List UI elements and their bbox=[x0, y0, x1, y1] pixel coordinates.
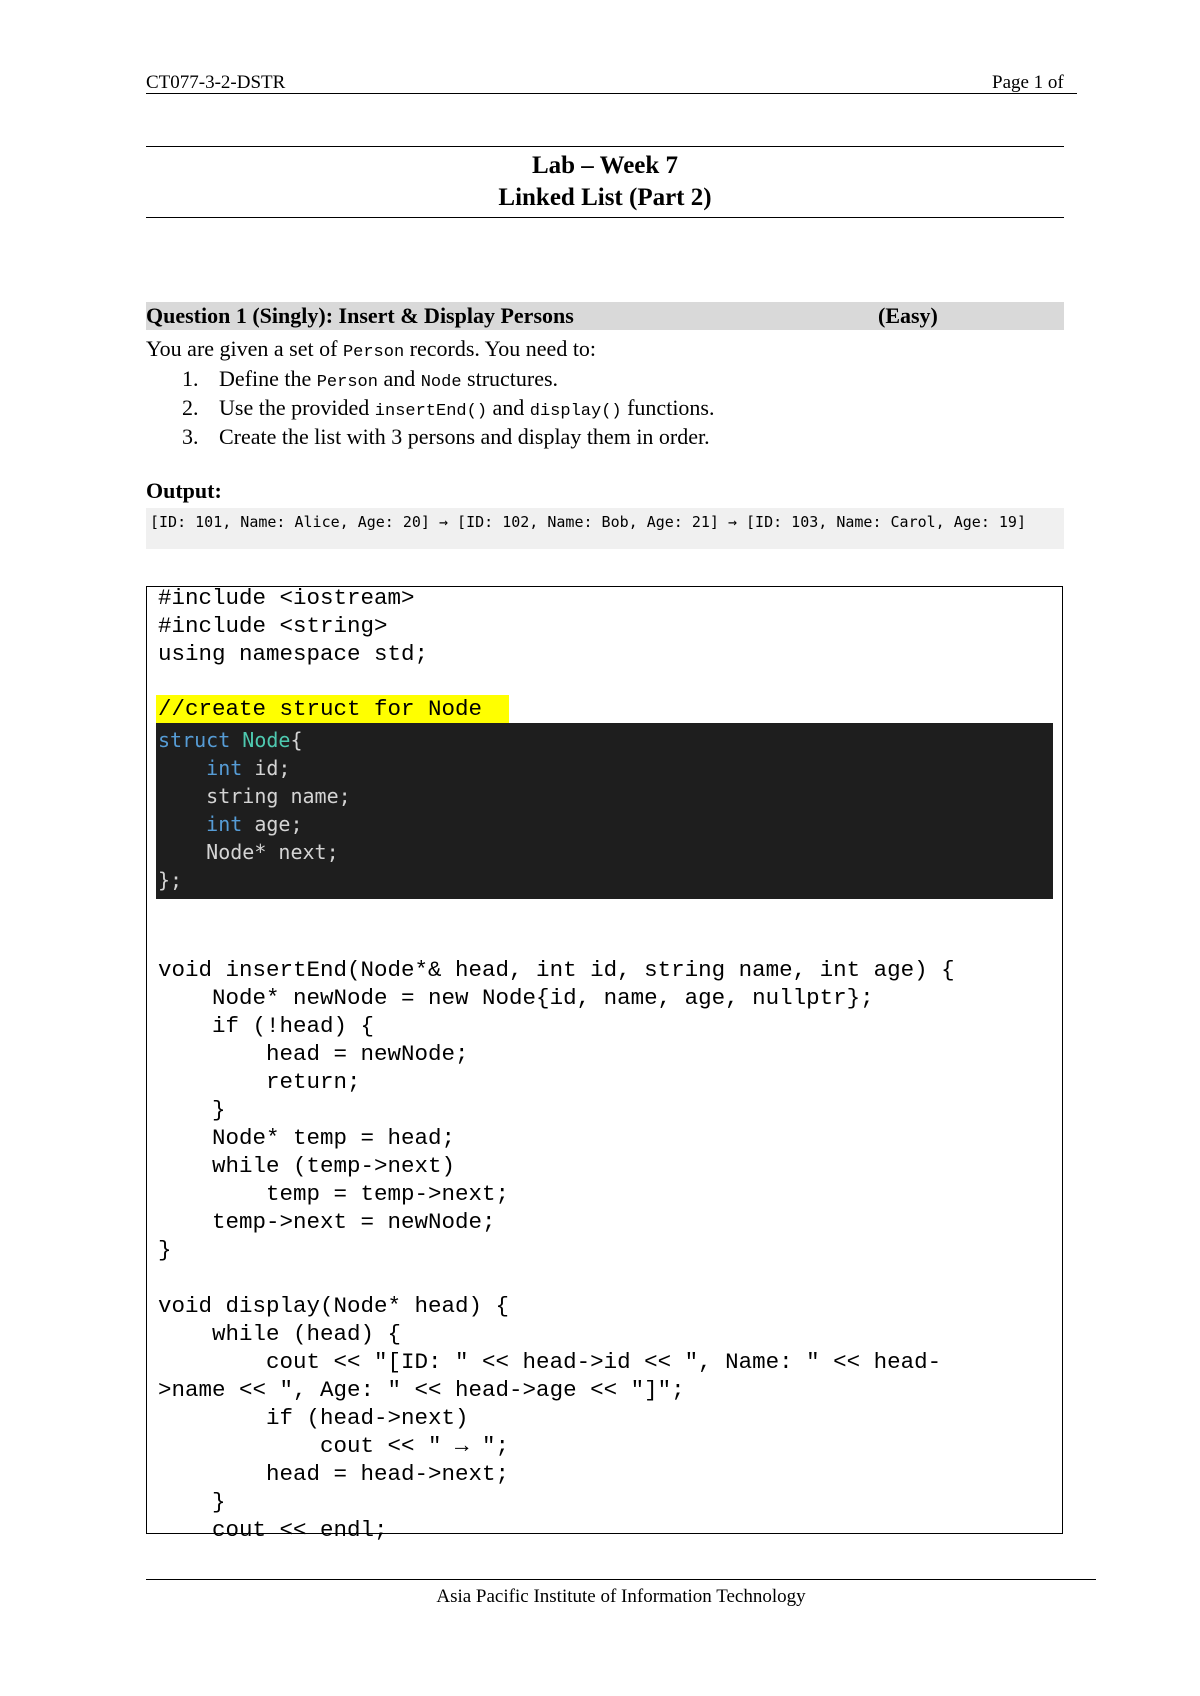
title-rule-top bbox=[146, 146, 1064, 147]
struct-field: string name; bbox=[206, 784, 351, 808]
lab-title: Lab – Week 7 bbox=[531, 152, 679, 179]
code-line: void insertEnd(Node*& head, int id, string name, int age) { bbox=[158, 957, 955, 983]
task-item: 1. Define the Person and Node structures. bbox=[182, 366, 559, 392]
code-line: temp->next = newNode; bbox=[158, 1209, 496, 1235]
code-line: #include <string> bbox=[158, 613, 388, 639]
code-line: } bbox=[158, 1237, 172, 1263]
code-line: void display(Node* head) { bbox=[158, 1293, 510, 1319]
lab-topic: Linked List (Part 2) bbox=[498, 184, 712, 211]
output-label: Output: bbox=[146, 478, 222, 503]
code-comment: //create struct for Node bbox=[158, 696, 483, 722]
question-title: Question 1 (Singly): Insert & Display Persons bbox=[146, 303, 574, 328]
title-rule-bottom bbox=[146, 217, 1064, 218]
header-divider bbox=[146, 93, 1077, 94]
code-line: Node* temp = head; bbox=[158, 1125, 456, 1151]
struct-line: struct Node{ bbox=[158, 728, 303, 752]
code-line: } bbox=[158, 1097, 226, 1123]
code-line: if (!head) { bbox=[158, 1013, 375, 1039]
code-line: cout << "[ID: " << head->id << ", Name: " << head- bbox=[158, 1349, 942, 1375]
struct-field: int id; bbox=[206, 756, 291, 780]
code-line: head = newNode; bbox=[158, 1041, 469, 1067]
question-intro bbox=[146, 334, 596, 367]
code-line: while (head) { bbox=[158, 1321, 402, 1347]
struct-field: int age; bbox=[206, 812, 303, 836]
page-number: Page 1 of bbox=[992, 72, 1064, 93]
code-line: cout << " → "; bbox=[158, 1433, 510, 1459]
course-code: CT077-3-2-DSTR bbox=[146, 72, 286, 93]
struct-close: }; bbox=[158, 868, 183, 892]
code-line: } bbox=[158, 1489, 226, 1515]
footer-divider bbox=[146, 1579, 1096, 1580]
struct-field: Node* next; bbox=[206, 840, 339, 864]
output-text: [ID: 101, Name: Alice, Age: 20] → [ID: 102, Name: Bob, Age: 21] → [ID: 103, Name: Carol, Age: 19] bbox=[150, 513, 1026, 531]
intro-code: Person bbox=[342, 343, 405, 362]
code-line: temp = temp->next; bbox=[158, 1181, 510, 1207]
footer-institution: Asia Pacific Institute of Information Technology bbox=[436, 1586, 806, 1607]
code-line: >name << ", Age: " << head->age << "]"; bbox=[158, 1377, 685, 1403]
code-line: head = head->next; bbox=[158, 1461, 510, 1487]
code-line: if (head->next) bbox=[158, 1405, 469, 1431]
code-line: Node* newNode = new Node{id, name, age, nullptr}; bbox=[158, 985, 874, 1011]
task-item: 3. Create the list with 3 persons and display them in order. bbox=[182, 424, 710, 449]
code-line: #include <iostream> bbox=[158, 585, 415, 611]
code-line: using namespace std; bbox=[158, 641, 429, 667]
intro-suffix: records. You need to: bbox=[404, 336, 597, 361]
task-list bbox=[146, 364, 715, 451]
code-line: cout << endl; bbox=[158, 1517, 388, 1543]
task-item: 2. Use the provided insertEnd() and display() functions. bbox=[182, 395, 715, 421]
code-line: while (temp->next) bbox=[158, 1153, 456, 1179]
intro-prefix: You are given a set of bbox=[146, 336, 343, 361]
code-line: return; bbox=[158, 1069, 361, 1095]
question-difficulty: (Easy) bbox=[878, 303, 938, 328]
